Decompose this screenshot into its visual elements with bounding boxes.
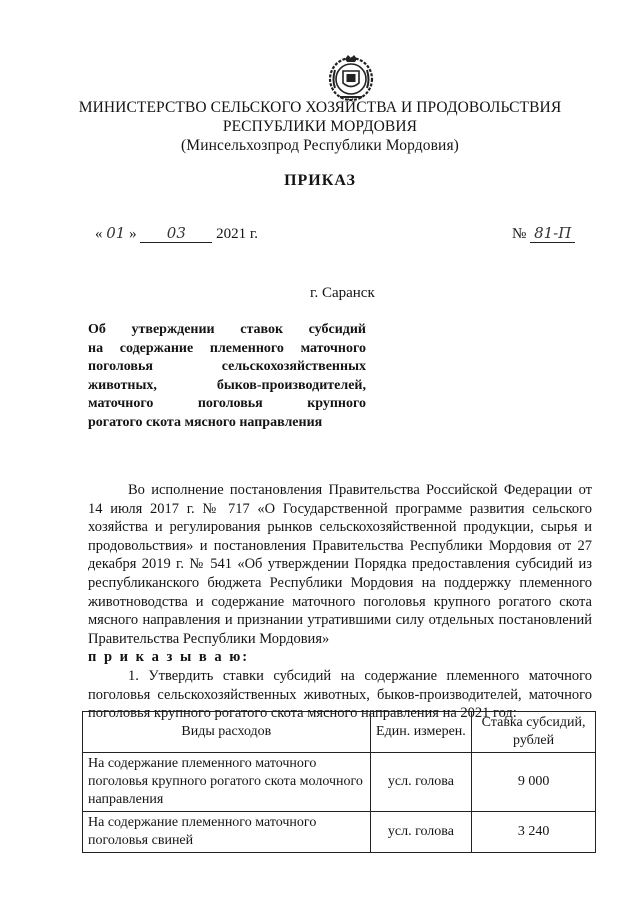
header-rate: Ставка субсидий, рублей bbox=[472, 712, 596, 753]
document-number bbox=[512, 224, 575, 243]
table-row bbox=[83, 812, 596, 853]
subsidy-rates-table bbox=[82, 711, 596, 853]
document-date bbox=[95, 224, 258, 243]
date-year: 2021 г. bbox=[216, 226, 259, 242]
document-subject bbox=[88, 321, 366, 432]
number-prefix: № bbox=[512, 226, 527, 242]
ministry-name-line1: МИНИСТЕРСТВО СЕЛЬСКОГО ХОЗЯЙСТВА И ПРОДОВОЛЬСТВИЯ bbox=[78, 99, 562, 116]
ministry-short-name: (Минсельхозпрод Республики Мордовия) bbox=[181, 137, 459, 154]
document-type-title: ПРИКАЗ bbox=[284, 172, 356, 189]
table-row bbox=[83, 753, 596, 812]
coat-of-arms-icon bbox=[326, 52, 376, 102]
preamble-paragraph: Во исполнение постановления Правительства Российской Федерации от 14 июля 2017 г. № 717 «О Государственной программе развития сельского хозяйства и регулирования рынков сельскохозяйственной продукции, сырья и продовольствия» и постановления Правительства Республики Мордовия от 27 декабря 2019 г. № 541 «Об утверждении Порядка предоставления субсидий из республиканского бюджета Республики Мордовия на поддержку племенного животноводства и содержание маточного поголовья крупного рогатого скота мясного направления и признании утратившими силу отдельных постановлений Правительства Республики Мордовия» bbox=[88, 482, 592, 647]
table-header-row bbox=[83, 712, 596, 753]
header-unit: Един. измерен. bbox=[370, 712, 472, 753]
cell-expense-type: На содержание племенного маточного поголовья свиней bbox=[83, 812, 371, 853]
ministry-header bbox=[60, 98, 580, 155]
document-body bbox=[88, 481, 592, 723]
date-close-quote: » bbox=[129, 226, 137, 242]
subject-line: на содержание племенного маточного bbox=[88, 340, 366, 356]
date-month: 03 bbox=[140, 224, 212, 243]
cell-rate: 3 240 bbox=[472, 812, 596, 853]
ministry-name-line2: РЕСПУБЛИКИ МОРДОВИЯ bbox=[222, 118, 418, 135]
number-value: 81-П bbox=[530, 224, 575, 243]
date-open-quote: « bbox=[95, 226, 103, 242]
subject-line: животных, быков-производителей, bbox=[88, 377, 366, 393]
subject-line: рогатого скота мясного направления bbox=[88, 414, 323, 430]
order-word: п р и к а з ы в а ю: bbox=[88, 649, 250, 666]
cell-unit: усл. голова bbox=[370, 753, 472, 812]
subject-line: поголовья сельскохозяйственных bbox=[88, 359, 366, 374]
subject-line: Об утверждении ставок субсидий bbox=[88, 322, 366, 337]
cell-rate: 9 000 bbox=[472, 753, 596, 812]
cell-unit: усл. голова bbox=[370, 812, 472, 853]
item-1-paragraph: 1. Утвердить ставки субсидий на содержание племенного маточного поголовья сельскохозяйственных животных, быков-производителей, маточного поголовья крупного рогатого скота мясного направления на 2021 год: bbox=[88, 667, 592, 722]
date-day: 01 bbox=[106, 224, 126, 242]
city-name: г. Саранск bbox=[310, 285, 375, 301]
cell-expense-type: На содержание племенного маточного поголовья крупного рогатого скота молочного направления bbox=[83, 753, 371, 812]
order-line bbox=[88, 648, 592, 667]
header-expense-type: Виды расходов bbox=[83, 712, 371, 753]
subject-line: маточного поголовья крупного bbox=[88, 396, 366, 411]
